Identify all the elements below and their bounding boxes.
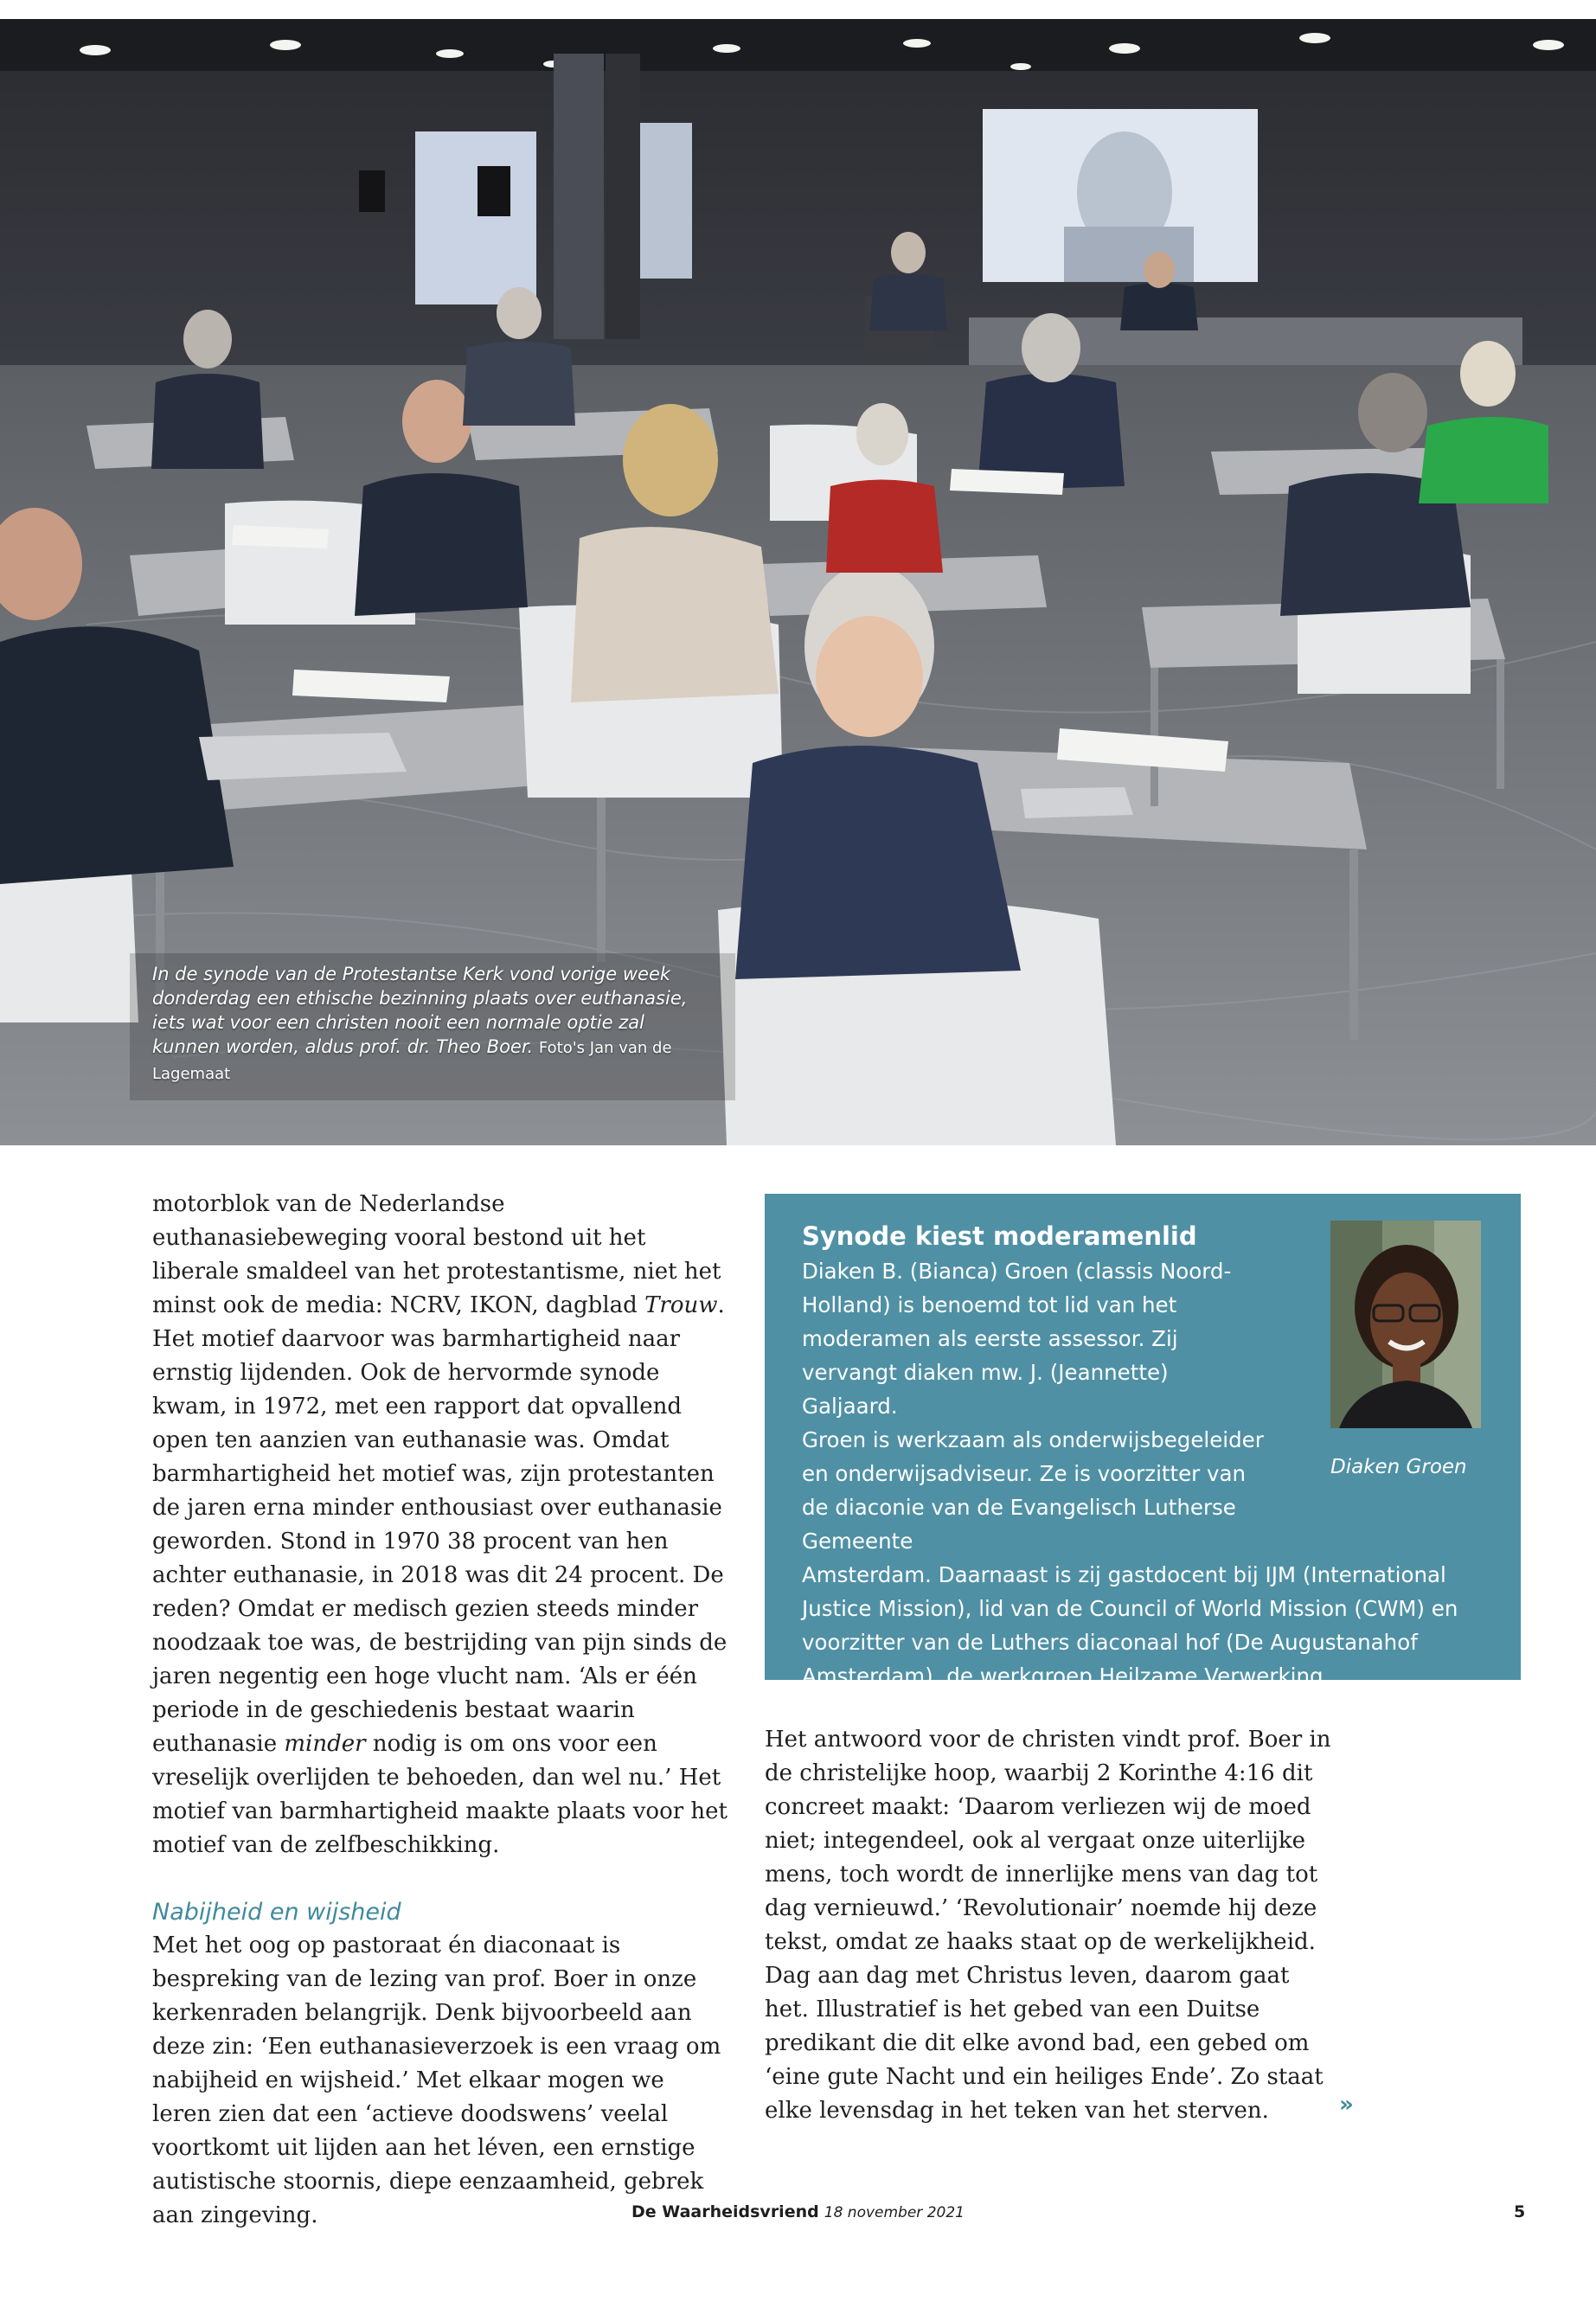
article-paragraph: motorblok van de Nederlandse euthanasiebeweging vooral bestond uit het liberale smaldeel van het protestantisme, niet het minst ook de media: NCRV, IKON, dagblad Trouw. Het motief daarvoor was barmhartigheid naar ernstig lijdenden. Ook de hervormde synode kwam, in 1972, met een rapport dat opvallend open ten aanzien van euthanasie was. Omdat barmhartigheid het motief was, zijn protestanten de jaren erna minder enthousiast over euthanasie geworden. Stond in 1970 38 procent van hen achter euthanasie, in 2018 was dit 24 procent. De reden? Omdat er medisch gezien steeds minder noodzaak toe was, de bestrijding van pijn sinds de jaren negentig een hoge vlucht nam. ‘Als er één periode in de geschiedenis bestaat waarin euthanasie minder nodig is om ons voor een vreselijk overlijden te behoeden, dan wel nu.’ Het motief van barmhartigheid maakte plaats voor het motief van de zelfbeschikking. xyxy=(152,1191,728,1858)
section-subheading: Nabijheid en wijsheid xyxy=(152,1899,401,1926)
article-paragraph: Het antwoord voor de christen vindt prof. Boer in de christelijke hoop, waarbij 2 Korinthe 4:16 dit concreet maakt: ‘Daarom verliezen wij de moed niet; integendeel, ook al vergaat onze uiterlijke mens, toch wordt de innerlijke mens van dag tot dag vernieuwd.’ ‘Revolutionair’ noemde hij deze tekst, omdat ze haaks staat op de werkelijkheid. Dag aan dag met Christus leven, daarom gaat het. Illustratief is het gebed van een Duitse predikant die dit elke avond bad, een gebed om ‘eine gute Nacht und ein heiliges Ende’. Zo staat elke levensdag in het teken van het sterven. xyxy=(765,1727,1331,2124)
sidebar-box xyxy=(765,1194,1521,1722)
portrait-photo xyxy=(1330,1221,1481,1428)
sidebar-paragraph: Diaken B. (Bianca) Groen (classis Noord-Holland) is benoemd tot lid van het moderamen als eerste assessor. Zij vervangt diaken mw. J. (Jeannette) Galjaard. xyxy=(802,1259,1232,1419)
footer-publication xyxy=(0,2202,1596,2221)
article-paragraph: Met het oog op pastoraat én diaconaat is bespreking van de lezing van prof. Boer in onze kerkenraden belangrijk. Denk bijvoorbeeld aan deze zin: ‘Een euthanasieverzoek is een vraag om nabijheid en wijsheid.’ Met elkaar mogen we leren zien dat een ‘actieve doodswens’ veelal voortkomt uit lijden aan het léven, een ernstige autistische stoornis, diepe eenzaamheid, gebrek aan zingeving. xyxy=(152,1932,721,2228)
article-right-column xyxy=(765,1723,1340,2128)
page-footer xyxy=(0,2202,1596,2228)
photo-credit: Foto's Jan van de Lagemaat xyxy=(152,1039,672,1083)
article-left-column xyxy=(152,1188,727,2233)
sidebar-paragraph: Amsterdam. Daarnaast is zij gastdocent bij IJM (International Justice Mission), lid van de Council of World Mission (CWM) en voorzitter van de Luthers diaconaal hof (De Augustanahof Amsterdam), de werkgroep Heilzame Verwerking Slavernijverleden en bestuurslid van de Haella Stichting. xyxy=(802,1562,1458,1722)
continue-arrow-icon: » xyxy=(1339,2092,1354,2118)
portrait-caption: Diaken Groen xyxy=(1330,1456,1467,1478)
sidebar-title: Synode kiest moderamenlid xyxy=(802,1221,1197,1251)
magazine-name: De Waarheidsvriend xyxy=(631,2202,819,2221)
photo-caption xyxy=(152,962,706,1086)
issue-date: 18 november 2021 xyxy=(824,2204,965,2221)
photo-caption-text: In de synode van de Protestantse Kerk vond vorige week donderdag een ethische bezinning plaats over euthanasie, iets wat voor een christen nooit een normale optie zal kunnen worden, aldus prof. dr. Theo Boer. xyxy=(152,964,688,1057)
page-number: 5 xyxy=(1514,2202,1526,2221)
newspaper-name: Trouw xyxy=(644,1292,718,1318)
emphasis-word: minder xyxy=(284,1731,366,1757)
sidebar-paragraph: Groen is werkzaam als onderwijsbegeleider en onderwijsadviseur. Ze is voorzitter van de diaconie van de Evangelisch Lutherse Gemeente xyxy=(802,1427,1264,1554)
